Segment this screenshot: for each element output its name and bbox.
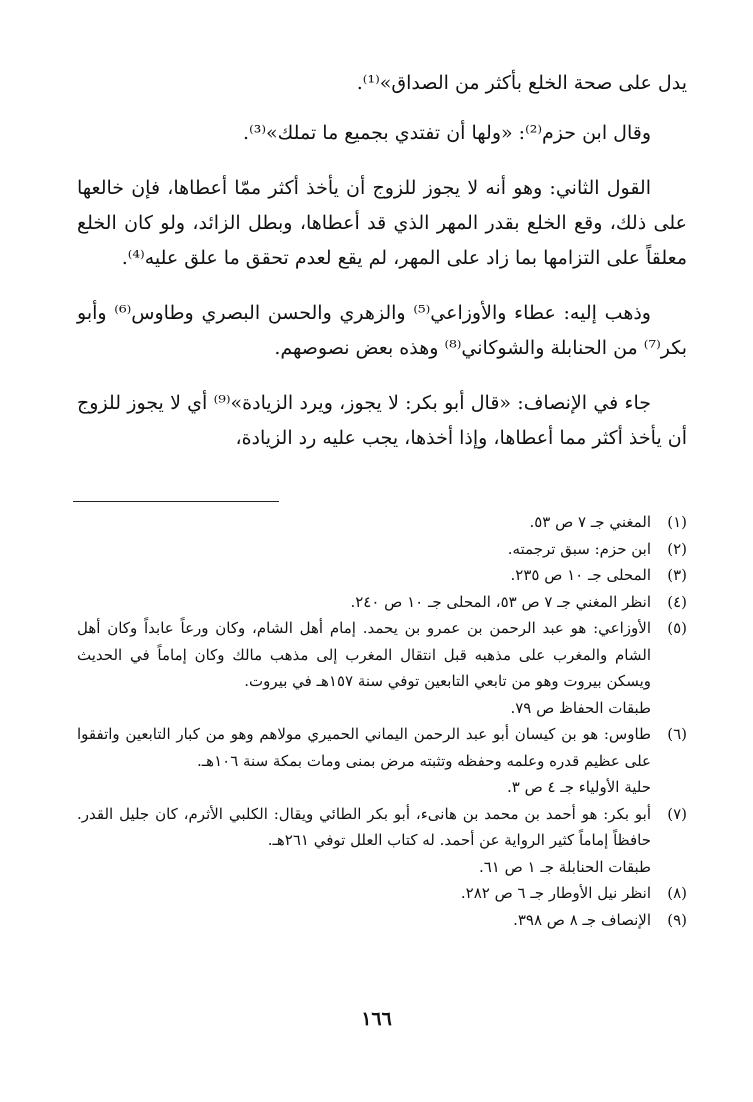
- footnote-number: (٣): [667, 566, 687, 584]
- footnote-text: [77, 615, 651, 721]
- footnote-line: انظر نيل الأوطار جـ ٦ ص ٢٨٢.: [460, 884, 651, 902]
- footnote-text: [77, 880, 651, 907]
- footnote-text: [77, 562, 651, 589]
- footnote-item: [77, 562, 687, 589]
- paragraph-4: وذهب إليه: عطاء والأوزاعي⁽⁵⁾ والزهري والحسن البصري وطاوس⁽⁶⁾ وأبو بكر⁽⁷⁾ من الحنابلة والشوكاني⁽⁸⁾ وهذه بعض نصوصهم.: [77, 302, 687, 359]
- footnote-text: [77, 721, 651, 801]
- footnote-line: انظر المغني جـ ٧ ص ٥٣، المحلى جـ ١٠ ص ٢٤٠.: [350, 592, 651, 611]
- footnote-number: (٢): [667, 539, 687, 558]
- footnote-source: طبقات الحفاظ ص ٧٩.: [510, 698, 651, 717]
- footnotes: [77, 509, 687, 933]
- footnote-line: المحلى جـ ١٠ ص ٢٣٥.: [510, 566, 651, 584]
- footnote-item: [77, 615, 687, 721]
- footnote-number: (٥): [667, 619, 687, 637]
- footnote-item: [77, 589, 687, 616]
- footnote-number: (١): [667, 513, 687, 531]
- paragraph-5: جاء في الإنصاف: «قال أبو بكر: لا يجوز، ويرد الزيادة»⁽⁹⁾ أي لا يجوز للزوج أن يأخذ أكثر مما أعطاها، وإذا أخذها، يجب عليه رد الزيادة،: [77, 392, 687, 449]
- page-number: ١٦٦: [361, 1008, 392, 1030]
- footnote-line: أبو بكر: هو أحمد بن محمد بن هانىء، أبو بكر الطائي ويقال: الكلبي الأثرم، كان جليل القدر. حافظاً إماماً كثير الرواية عن أحمد. له كتاب العلل توفي ٢٦١هـ.: [77, 804, 651, 849]
- paragraph-1: يدل على صحة الخلع بأكثر من الصداق»⁽¹⁾.: [356, 72, 687, 94]
- footnote-item: [77, 509, 687, 536]
- footnote-number: (٨): [667, 884, 687, 902]
- footnote-text: [77, 801, 651, 881]
- main-text: [77, 66, 687, 456]
- footnote-line: الأوزاعي: هو عبد الرحمن بن عمرو بن يحمد. إمام أهل الشام، وكان ورعاً عابداً وكان أهل الشام والمغرب على مذهبه قبل انتقال المغرب إلى مذهب مالك وكان إماماً في الحديث ويسكن بيروت وهو من تابعي التابعين توفي سنة ١٥٧هـ في بيروت.: [77, 619, 651, 690]
- footnote-line: ابن حزم: سبق ترجمته.: [507, 539, 651, 558]
- footnote-text: [77, 589, 651, 616]
- footnote-item: [77, 907, 687, 934]
- footnote-divider: [73, 501, 279, 502]
- footnote-line: الإنصاف جـ ٨ ص ٣٩٨.: [513, 910, 651, 929]
- footnote-item: [77, 801, 687, 881]
- footnote-number: (٤): [667, 592, 687, 611]
- footnote-source: حلية الأولياء جـ ٤ ص ٣.: [506, 778, 651, 796]
- footnote-text: [77, 536, 651, 563]
- footnote-item: [77, 880, 687, 907]
- footnote-text: [77, 907, 651, 934]
- footnote-number: (٧): [667, 804, 687, 823]
- footnote-number: (٦): [667, 725, 687, 743]
- footnote-item: [77, 536, 687, 563]
- footnote-item: [77, 721, 687, 801]
- footnote-line: المغني جـ ٧ ص ٥٣.: [529, 513, 651, 531]
- footnote-number: (٩): [667, 910, 687, 929]
- paragraph-2: وقال ابن حزم⁽²⁾: «ولها أن تفتدي بجميع ما تملك»⁽³⁾.: [243, 122, 651, 144]
- footnote-line: طاوس: هو بن كيسان أبو عبد الرحمن اليماني الحميري مولاهم وهو من كبار التابعين واتفقوا على عظيم قدره وعلمه وحفظه وتثبته مرض بمنى ومات بمكة سنة ١٠٦هـ.: [77, 725, 651, 770]
- footnote-text: [77, 509, 651, 536]
- footnote-source: طبقات الحنابلة جـ ١ ص ٦١.: [478, 857, 651, 876]
- paragraph-3: القول الثاني: وهو أنه لا يجوز للزوج أن يأخذ أكثر ممّا أعطاها، فإن خالعها على ذلك، وقع الخلع بقدر المهر الذي قد أعطاها، وبطل الزائد، ولو كان الخلع معلقاً على التزامها بما زاد على المهر، لم يقع لعدم تحقق ما علق عليه⁽⁴⁾.: [77, 177, 687, 269]
